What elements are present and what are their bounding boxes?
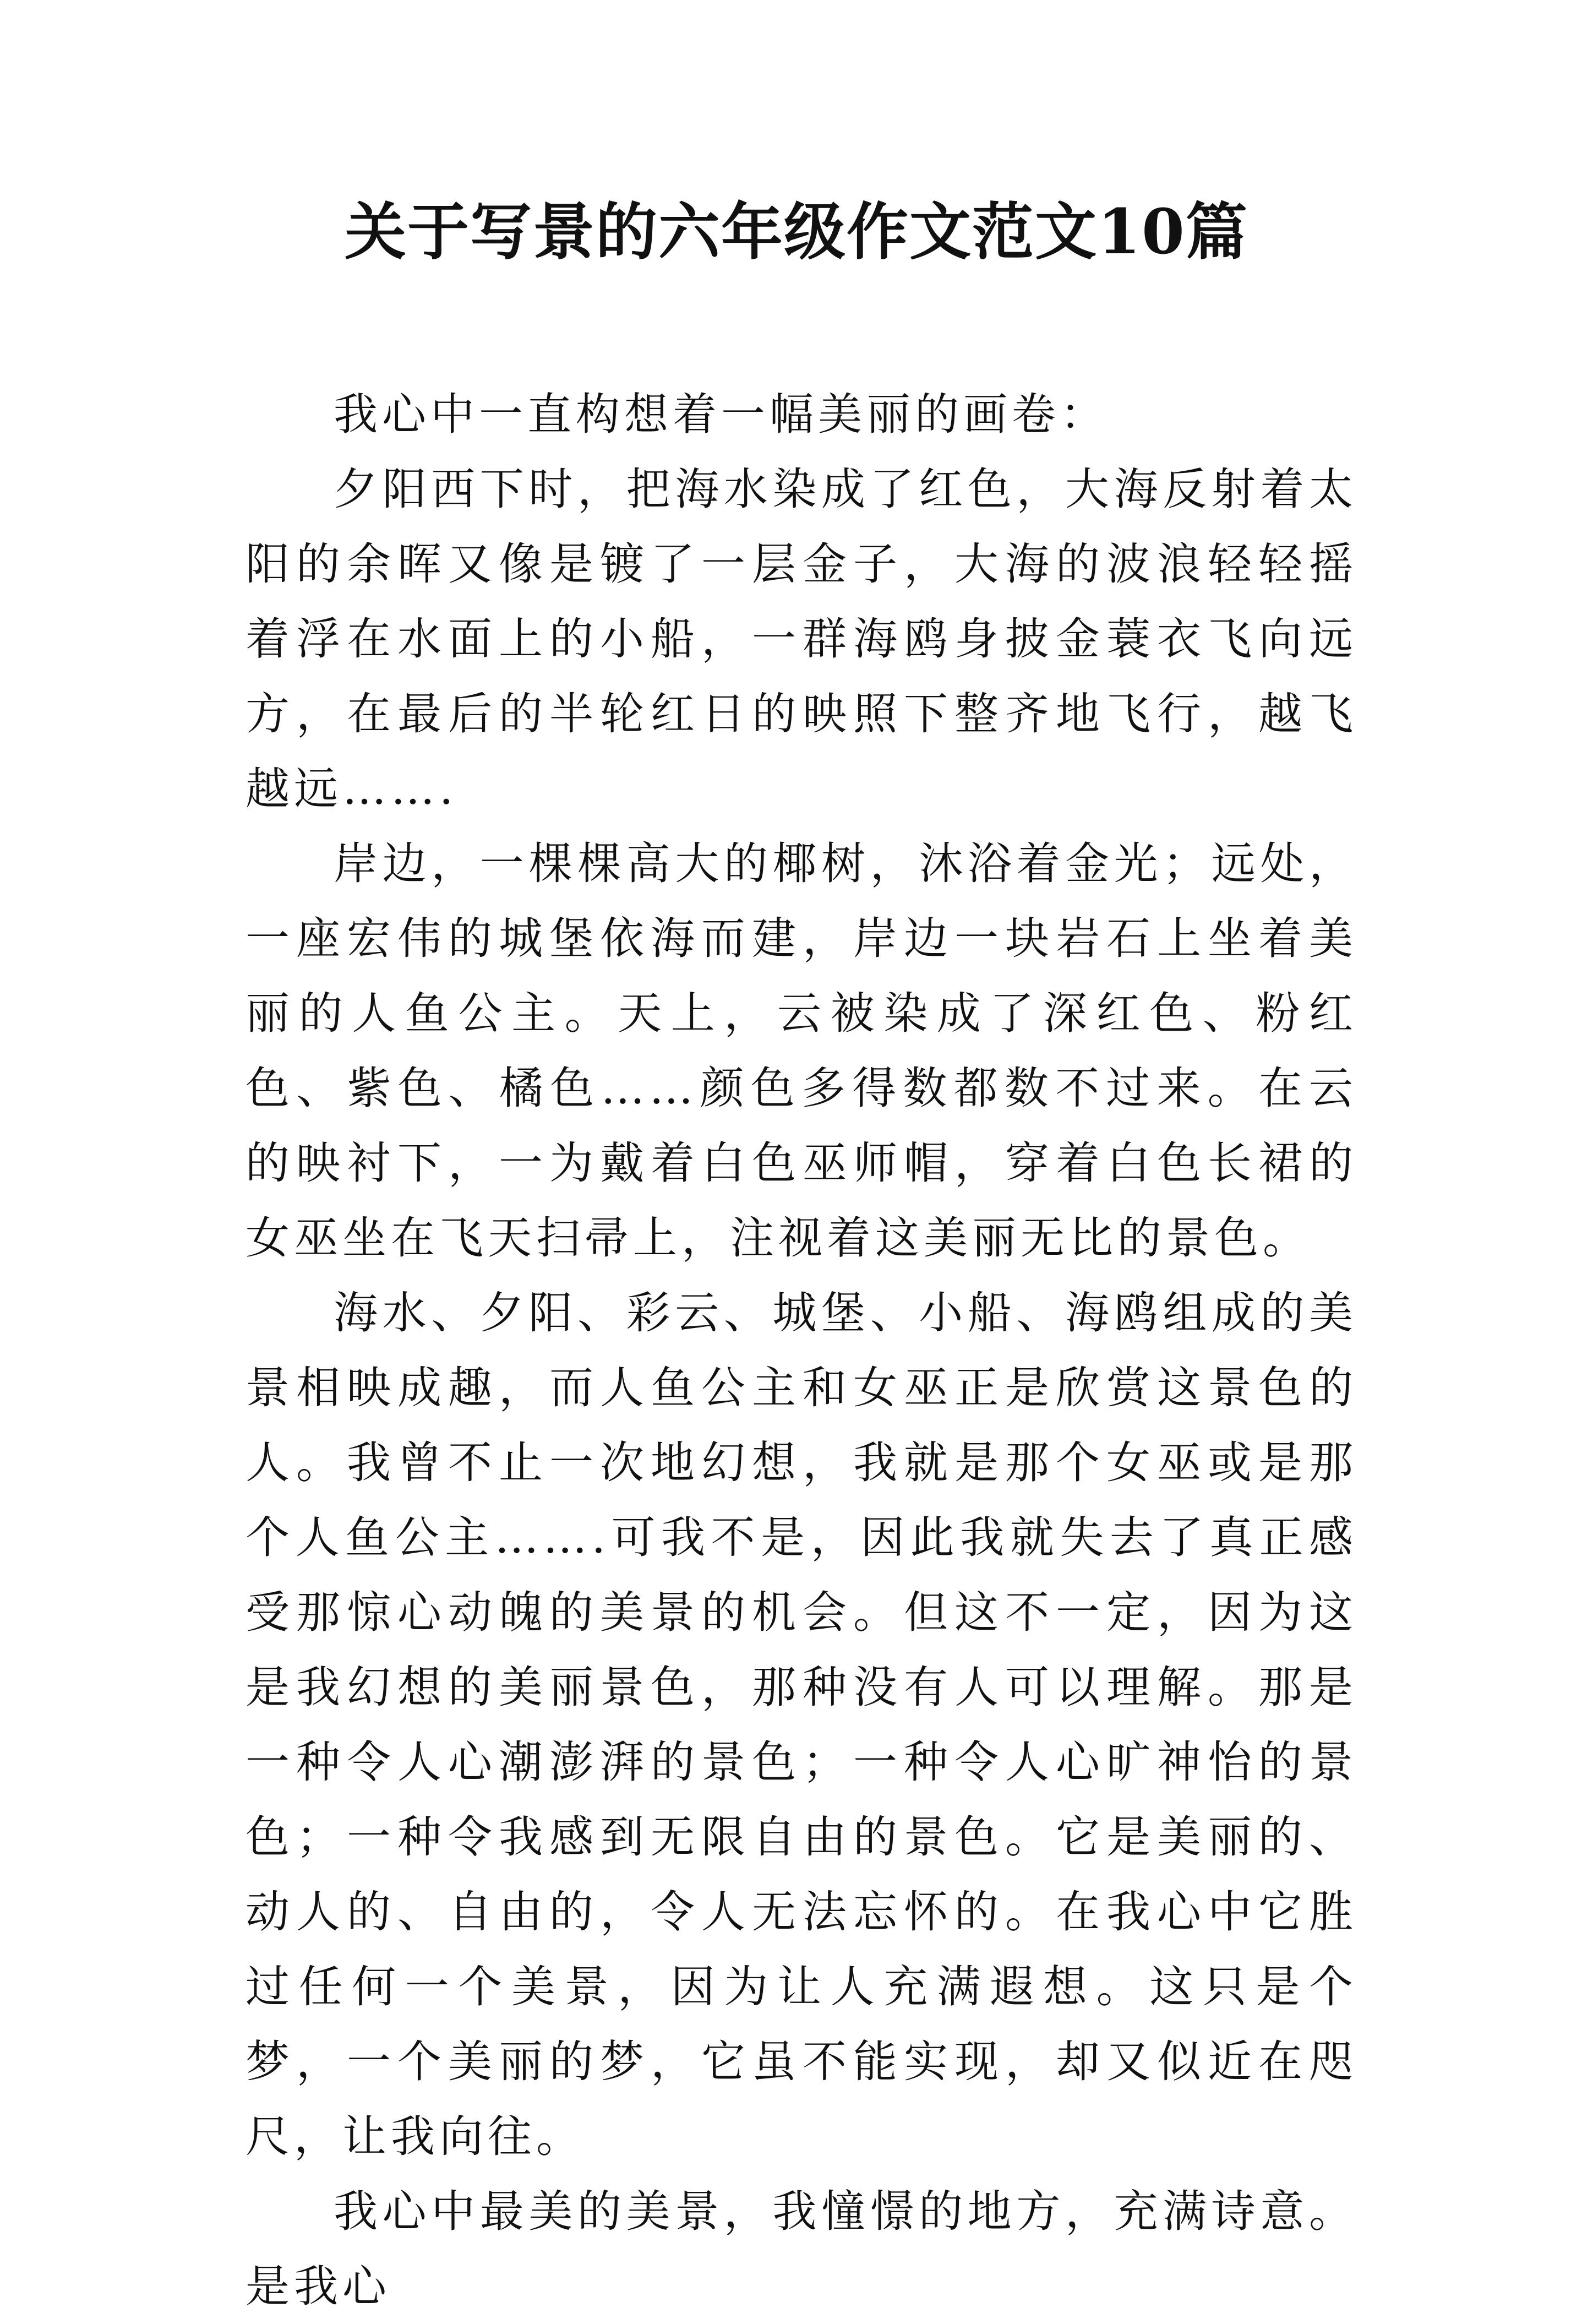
paragraph: 海水、夕阳、彩云、城堡、小船、海鸥组成的美景相映成趣，而人鱼公主和女巫正是欣赏这景色的人。我曾不止一次地幻想，我就是那个女巫或是那个人鱼公主…….可我不是，因此我就失去了真正感受那惊心动魄的美景的机会。但这不一定，因为这是我幻想的美丽景色，那种没有人可以理解。那是一种令人心潮澎湃的景色；一种令人心旷神怡的景色；一种令我感到无限自由的景色。它是美丽的、动人的、自由的，令人无法忘怀的。在我心中它胜过任何一个美景，因为让人充满遐想。这只是个梦，一个美丽的梦，它虽不能实现，却又似近在咫尺，让我向往。 xyxy=(246,1287,1357,2162)
document-title: 关于写景的六年级作文范文10篇 xyxy=(345,196,1248,268)
document-body xyxy=(246,377,1357,2324)
paragraph: 夕阳西下时，把海水染成了红色，大海反射着太阳的余晖又像是镀了一层金子，大海的波浪轻轻摇着浮在水面上的小船，一群海鸥身披金蓑衣飞向远方，在最后的半轮红日的映照下整齐地飞行，越飞越远……. xyxy=(246,464,1357,814)
paragraph: 岸边，一棵棵高大的椰树，沐浴着金光；远处，一座宏伟的城堡依海而建，岸边一块岩石上坐着美丽的人鱼公主。天上，云被染成了深红色、粉红色、紫色、橘色……颜色多得数都数不过来。在云的映衬下，一为戴着白色巫师帽，穿着白色长裙的女巫坐在飞天扫帚上，注视着这美丽无比的景色。 xyxy=(246,838,1357,1264)
paragraph: 我心中一直构想着一幅美丽的画卷： xyxy=(334,389,1109,440)
paragraph: 我心中最美的美景，我憧憬的地方，充满诗意。是我心 xyxy=(246,2186,1357,2312)
